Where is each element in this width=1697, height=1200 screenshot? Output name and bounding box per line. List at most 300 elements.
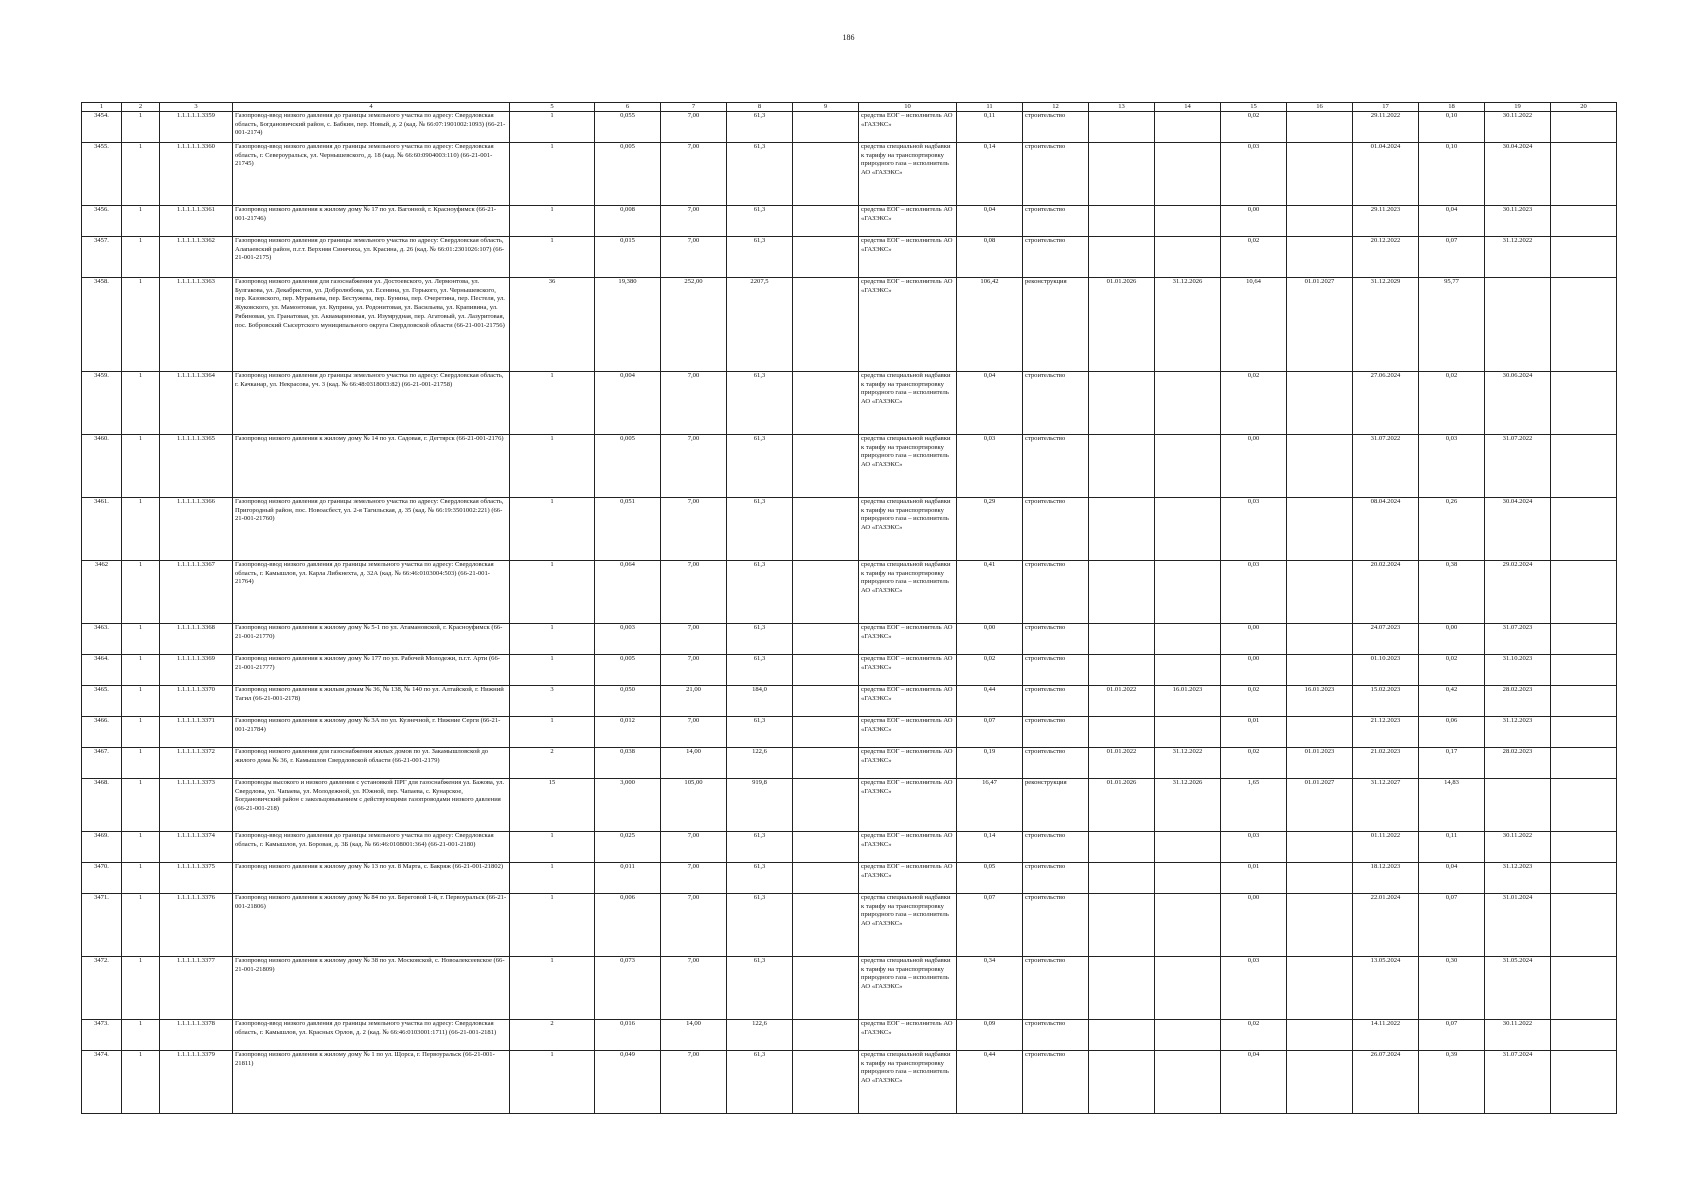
table-cell-col-12: строительство xyxy=(1023,894,1089,957)
table-row xyxy=(82,748,1617,779)
table-cell-col-13 xyxy=(1089,498,1155,561)
table-row xyxy=(82,112,1617,143)
table-cell-col-18: 0,17 xyxy=(1419,748,1485,779)
table-cell-col-13 xyxy=(1089,143,1155,206)
table-cell-col-6: 0,008 xyxy=(595,206,661,237)
table-body xyxy=(82,112,1617,1114)
table-cell-col-18: 0,10 xyxy=(1419,143,1485,206)
table-cell-col-3: 1.1.1.1.1.3371 xyxy=(160,717,233,748)
table-cell-col-12: строительство xyxy=(1023,237,1089,278)
table-cell-col-10: средства ЕОГ – исполнитель АО «ГАЗЭКС» xyxy=(859,686,957,717)
table-cell-col-14 xyxy=(1155,237,1221,278)
column-header: 7 xyxy=(661,103,727,112)
table-cell-col-4: Газопровод-ввод низкого давления до границы земельного участка по адресу: Свердловская область, г. Североуральск, ул. Чернышевского, д. 18 (кад. № 66:60:0904003:110) (66-21-001-21745) xyxy=(233,143,510,206)
table-cell-col-8: 919,8 xyxy=(727,779,793,832)
table-cell-col-17: 01.11.2022 xyxy=(1353,832,1419,863)
table-cell-col-18: 0,02 xyxy=(1419,372,1485,435)
table-cell-col-4: Газопровод низкого давления к жилому дому № 3А по ул. Кузнечной, г. Нижние Серги (66-21-001-21784) xyxy=(233,717,510,748)
table-cell-col-17: 13.05.2024 xyxy=(1353,957,1419,1020)
column-header: 20 xyxy=(1551,103,1617,112)
table-cell-col-8: 61,3 xyxy=(727,206,793,237)
table-cell-col-9 xyxy=(793,1020,859,1051)
table-cell-col-2: 1 xyxy=(122,957,160,1020)
table-cell-col-3: 1.1.1.1.1.3379 xyxy=(160,1051,233,1114)
table-cell-col-9 xyxy=(793,435,859,498)
table-cell-col-2: 1 xyxy=(122,717,160,748)
table-cell-col-10: средства специальной надбавки к тарифу на транспортировку природного газа – исполнитель АО «ГАЗЭКС» xyxy=(859,561,957,624)
column-header: 1 xyxy=(82,103,122,112)
table-cell-col-17: 31.12.2029 xyxy=(1353,278,1419,372)
table-cell-col-9 xyxy=(793,748,859,779)
table-cell-col-7: 7,00 xyxy=(661,957,727,1020)
table-cell-col-1: 3458. xyxy=(82,278,122,372)
table-cell-col-6: 0,050 xyxy=(595,686,661,717)
table-cell-col-13 xyxy=(1089,717,1155,748)
table-cell-col-8: 61,3 xyxy=(727,435,793,498)
table-cell-col-1: 3464. xyxy=(82,655,122,686)
table-cell-col-8: 61,3 xyxy=(727,143,793,206)
table-cell-col-14 xyxy=(1155,717,1221,748)
table-cell-col-16 xyxy=(1287,624,1353,655)
table-cell-col-4: Газопровод низкого давления до границы земельного участка по адресу: Свердловская область, Пригородный район, пос. Новоасбест, ул. 2-я Тагильская, д. 35 (кад. № 66:19:3501002:221) (66-21-001-21760) xyxy=(233,498,510,561)
table-cell-col-19: 30.06.2024 xyxy=(1485,372,1551,435)
table-cell-col-13 xyxy=(1089,206,1155,237)
table-cell-col-2: 1 xyxy=(122,206,160,237)
table-cell-col-13 xyxy=(1089,894,1155,957)
table-cell-col-5: 2 xyxy=(510,748,595,779)
table-cell-col-10: средства ЕОГ – исполнитель АО «ГАЗЭКС» xyxy=(859,278,957,372)
column-header: 14 xyxy=(1155,103,1221,112)
table-cell-col-11: 0,19 xyxy=(957,748,1023,779)
table-cell-col-1: 3460. xyxy=(82,435,122,498)
table-cell-col-11: 0,05 xyxy=(957,863,1023,894)
table-cell-col-18: 0,04 xyxy=(1419,863,1485,894)
table-cell-col-20 xyxy=(1551,686,1617,717)
table-cell-col-17: 01.04.2024 xyxy=(1353,143,1419,206)
table-cell-col-3: 1.1.1.1.1.3361 xyxy=(160,206,233,237)
table-cell-col-17: 01.10.2023 xyxy=(1353,655,1419,686)
table-cell-col-11: 0,29 xyxy=(957,498,1023,561)
table-cell-col-14 xyxy=(1155,206,1221,237)
table-cell-col-17: 20.02.2024 xyxy=(1353,561,1419,624)
table-cell-col-17: 29.11.2023 xyxy=(1353,206,1419,237)
table-cell-col-15: 0,02 xyxy=(1221,1020,1287,1051)
table-cell-col-1: 3470. xyxy=(82,863,122,894)
table-cell-col-13 xyxy=(1089,1020,1155,1051)
table-cell-col-13 xyxy=(1089,435,1155,498)
table-cell-col-5: 1 xyxy=(510,561,595,624)
table-cell-col-11: 0,00 xyxy=(957,624,1023,655)
column-header: 8 xyxy=(727,103,793,112)
table-cell-col-12: строительство xyxy=(1023,748,1089,779)
table-cell-col-12: строительство xyxy=(1023,624,1089,655)
table-cell-col-15: 0,03 xyxy=(1221,957,1287,1020)
table-cell-col-2: 1 xyxy=(122,237,160,278)
table-cell-col-2: 1 xyxy=(122,1051,160,1114)
table-cell-col-8: 61,3 xyxy=(727,498,793,561)
table-cell-col-16 xyxy=(1287,143,1353,206)
table-cell-col-2: 1 xyxy=(122,278,160,372)
table-cell-col-12: строительство xyxy=(1023,1020,1089,1051)
table-cell-col-5: 3 xyxy=(510,686,595,717)
table-cell-col-8: 61,3 xyxy=(727,957,793,1020)
table-cell-col-5: 1 xyxy=(510,624,595,655)
table-cell-col-8: 61,3 xyxy=(727,372,793,435)
table-cell-col-3: 1.1.1.1.1.3359 xyxy=(160,112,233,143)
table-cell-col-8: 2207,5 xyxy=(727,278,793,372)
table-cell-col-20 xyxy=(1551,624,1617,655)
table-cell-col-2: 1 xyxy=(122,624,160,655)
table-cell-col-10: средства специальной надбавки к тарифу на транспортировку природного газа – исполнитель АО «ГАЗЭКС» xyxy=(859,143,957,206)
table-cell-col-1: 3459. xyxy=(82,372,122,435)
table-cell-col-16 xyxy=(1287,655,1353,686)
table-cell-col-10: средства специальной надбавки к тарифу на транспортировку природного газа – исполнитель АО «ГАЗЭКС» xyxy=(859,498,957,561)
table-cell-col-3: 1.1.1.1.1.3375 xyxy=(160,863,233,894)
table-cell-col-18: 0,04 xyxy=(1419,206,1485,237)
table-row xyxy=(82,832,1617,863)
table-cell-col-5: 36 xyxy=(510,278,595,372)
table-cell-col-6: 0,055 xyxy=(595,112,661,143)
table-cell-col-9 xyxy=(793,143,859,206)
table-cell-col-5: 1 xyxy=(510,237,595,278)
table-cell-col-9 xyxy=(793,278,859,372)
table-cell-col-17: 14.11.2022 xyxy=(1353,1020,1419,1051)
table-cell-col-6: 0,005 xyxy=(595,655,661,686)
table-cell-col-4: Газопровод низкого давления к жилым домам № 36, № 138, № 140 по ул. Алтайской, г. Нижний Тагил (66-21-001-2178) xyxy=(233,686,510,717)
table-cell-col-6: 0,049 xyxy=(595,1051,661,1114)
table-row xyxy=(82,372,1617,435)
table-cell-col-12: строительство xyxy=(1023,206,1089,237)
table-cell-col-9 xyxy=(793,957,859,1020)
table-cell-col-12: строительство xyxy=(1023,1051,1089,1114)
table-cell-col-3: 1.1.1.1.1.3368 xyxy=(160,624,233,655)
table-cell-col-15: 0,03 xyxy=(1221,498,1287,561)
table-cell-col-4: Газопровод низкого давления для газоснабжения ул. Достоевского, ул. Лермонтова, ул. Булгакова, ул. Декабристов, ул. Добролюбова, ул. Есенина, ул. Горького, ул. Чернышевского, пер. Казовского, пер. Муравьева, пер. Бестужева, пер. Бунина, пер. Очеретина, пер. Пестеля, ул. Жуковского, ул. Мамонтовая, ул. Куприна, ул. Родонитовая, ул. Васильева, ул. Крапивина, ул. Рябиновая, ул. Гранатовая, ул. Аквамариновая, ул. Изумрудная, пер. Агатовый, ул. Лазуритовая, пос. Бобровский Сысертского муниципального округа Свердловской области (66-21-001-21756) xyxy=(233,278,510,372)
table-cell-col-18: 0,38 xyxy=(1419,561,1485,624)
table-cell-col-3: 1.1.1.1.1.3364 xyxy=(160,372,233,435)
table-cell-col-16 xyxy=(1287,1020,1353,1051)
table-cell-col-18: 0,07 xyxy=(1419,1020,1485,1051)
column-header: 19 xyxy=(1485,103,1551,112)
table-cell-col-11: 0,09 xyxy=(957,1020,1023,1051)
column-header: 17 xyxy=(1353,103,1419,112)
table-cell-col-19: 30.11.2022 xyxy=(1485,1020,1551,1051)
table-cell-col-18: 0,26 xyxy=(1419,498,1485,561)
table-row xyxy=(82,561,1617,624)
table-cell-col-4: Газопровод-ввод низкого давления до границы земельного участка по адресу: Свердловская область, г. Камышлов, ул. Красных Орлов, д. 2 (кад. № 66:46:0103001:1711) (66-21-001-2181) xyxy=(233,1020,510,1051)
table-cell-col-13 xyxy=(1089,832,1155,863)
table-cell-col-13 xyxy=(1089,957,1155,1020)
table-cell-col-1: 3463. xyxy=(82,624,122,655)
table-cell-col-12: строительство xyxy=(1023,655,1089,686)
table-cell-col-6: 0,051 xyxy=(595,498,661,561)
table-cell-col-20 xyxy=(1551,498,1617,561)
table-cell-col-8: 61,3 xyxy=(727,1051,793,1114)
table-cell-col-16: 01.01.2027 xyxy=(1287,278,1353,372)
table-cell-col-8: 61,3 xyxy=(727,655,793,686)
table-cell-col-20 xyxy=(1551,863,1617,894)
table-cell-col-19: 28.02.2023 xyxy=(1485,748,1551,779)
table-row xyxy=(82,655,1617,686)
table-cell-col-20 xyxy=(1551,1051,1617,1114)
table-cell-col-5: 1 xyxy=(510,1051,595,1114)
table-cell-col-9 xyxy=(793,717,859,748)
table-cell-col-18: 0,03 xyxy=(1419,435,1485,498)
table-cell-col-6: 0,025 xyxy=(595,832,661,863)
table-cell-col-11: 16,47 xyxy=(957,779,1023,832)
table-cell-col-11: 0,08 xyxy=(957,237,1023,278)
table-cell-col-6: 0,004 xyxy=(595,372,661,435)
table-cell-col-7: 7,00 xyxy=(661,206,727,237)
table-cell-col-14 xyxy=(1155,561,1221,624)
table-cell-col-13: 01.01.2026 xyxy=(1089,278,1155,372)
table-cell-col-11: 0,07 xyxy=(957,717,1023,748)
table-cell-col-13 xyxy=(1089,863,1155,894)
page-number: 186 xyxy=(842,33,855,42)
table-cell-col-16: 01.01.2027 xyxy=(1287,779,1353,832)
table-cell-col-14 xyxy=(1155,435,1221,498)
table-cell-col-17: 21.02.2023 xyxy=(1353,748,1419,779)
table-cell-col-5: 1 xyxy=(510,863,595,894)
table-cell-col-20 xyxy=(1551,1020,1617,1051)
column-header: 4 xyxy=(233,103,510,112)
table-cell-col-5: 1 xyxy=(510,832,595,863)
table-cell-col-15: 0,00 xyxy=(1221,206,1287,237)
table-cell-col-17: 20.12.2022 xyxy=(1353,237,1419,278)
table-cell-col-14 xyxy=(1155,894,1221,957)
table-row xyxy=(82,717,1617,748)
table-cell-col-11: 106,42 xyxy=(957,278,1023,372)
table-cell-col-1: 3471. xyxy=(82,894,122,957)
table-cell-col-20 xyxy=(1551,957,1617,1020)
table-cell-col-2: 1 xyxy=(122,655,160,686)
table-cell-col-14: 31.12.2026 xyxy=(1155,278,1221,372)
table-cell-col-8: 61,3 xyxy=(727,561,793,624)
table-cell-col-3: 1.1.1.1.1.3369 xyxy=(160,655,233,686)
table-cell-col-3: 1.1.1.1.1.3367 xyxy=(160,561,233,624)
table-cell-col-2: 1 xyxy=(122,372,160,435)
table-cell-col-2: 1 xyxy=(122,863,160,894)
table-cell-col-6: 0,011 xyxy=(595,863,661,894)
table-cell-col-7: 7,00 xyxy=(661,863,727,894)
table-cell-col-20 xyxy=(1551,779,1617,832)
table-cell-col-7: 7,00 xyxy=(661,717,727,748)
table-cell-col-7: 7,00 xyxy=(661,561,727,624)
table-cell-col-4: Газопровод низкого давления к жилому дому № 5-1 по ул. Атамановской, г. Красноуфимск (66-21-001-21770) xyxy=(233,624,510,655)
table-row xyxy=(82,143,1617,206)
table-cell-col-11: 0,02 xyxy=(957,655,1023,686)
table-cell-col-13 xyxy=(1089,655,1155,686)
table-cell-col-17: 31.12.2027 xyxy=(1353,779,1419,832)
table-cell-col-13 xyxy=(1089,1051,1155,1114)
column-header: 9 xyxy=(793,103,859,112)
table-cell-col-5: 1 xyxy=(510,498,595,561)
table-cell-col-19: 28.02.2023 xyxy=(1485,686,1551,717)
column-header: 18 xyxy=(1419,103,1485,112)
table-cell-col-6: 0,015 xyxy=(595,237,661,278)
table-cell-col-8: 61,3 xyxy=(727,624,793,655)
table-cell-col-20 xyxy=(1551,748,1617,779)
table-cell-col-4: Газопровод низкого давления к жилому дому № 17 по ул. Вагонной, г. Красноуфимск (66-21-001-21746) xyxy=(233,206,510,237)
table-cell-col-1: 3472. xyxy=(82,957,122,1020)
table-cell-col-12: реконструкция xyxy=(1023,278,1089,372)
table-cell-col-16 xyxy=(1287,863,1353,894)
table-cell-col-10: средства ЕОГ – исполнитель АО «ГАЗЭКС» xyxy=(859,655,957,686)
table-cell-col-13 xyxy=(1089,237,1155,278)
table-cell-col-3: 1.1.1.1.1.3370 xyxy=(160,686,233,717)
table-cell-col-6: 0,038 xyxy=(595,748,661,779)
table-cell-col-3: 1.1.1.1.1.3376 xyxy=(160,894,233,957)
table-cell-col-17: 15.02.2023 xyxy=(1353,686,1419,717)
table-cell-col-17: 31.07.2022 xyxy=(1353,435,1419,498)
table-cell-col-5: 15 xyxy=(510,779,595,832)
table-cell-col-3: 1.1.1.1.1.3363 xyxy=(160,278,233,372)
table-cell-col-12: строительство xyxy=(1023,957,1089,1020)
table-cell-col-15: 0,01 xyxy=(1221,717,1287,748)
table-cell-col-11: 0,11 xyxy=(957,112,1023,143)
table-cell-col-13 xyxy=(1089,112,1155,143)
table-cell-col-14 xyxy=(1155,1020,1221,1051)
column-header: 2 xyxy=(122,103,160,112)
table-cell-col-6: 3,000 xyxy=(595,779,661,832)
table-cell-col-19: 31.07.2022 xyxy=(1485,435,1551,498)
table-cell-col-16 xyxy=(1287,372,1353,435)
table-cell-col-5: 1 xyxy=(510,143,595,206)
table-cell-col-7: 7,00 xyxy=(661,112,727,143)
table-cell-col-6: 0,003 xyxy=(595,624,661,655)
table-row xyxy=(82,863,1617,894)
table-cell-col-2: 1 xyxy=(122,779,160,832)
table-cell-col-9 xyxy=(793,655,859,686)
table-cell-col-6: 0,012 xyxy=(595,717,661,748)
table-cell-col-9 xyxy=(793,561,859,624)
table-cell-col-8: 61,3 xyxy=(727,832,793,863)
table-cell-col-12: строительство xyxy=(1023,112,1089,143)
table-cell-col-18: 0,07 xyxy=(1419,894,1485,957)
table-cell-col-6: 19,380 xyxy=(595,278,661,372)
table-cell-col-5: 1 xyxy=(510,206,595,237)
table-cell-col-20 xyxy=(1551,655,1617,686)
table-cell-col-3: 1.1.1.1.1.3378 xyxy=(160,1020,233,1051)
table-cell-col-16 xyxy=(1287,1051,1353,1114)
table-cell-col-16 xyxy=(1287,717,1353,748)
table-cell-col-11: 0,04 xyxy=(957,206,1023,237)
table-cell-col-4: Газопровод низкого давления к жилому дому № 14 по ул. Садовая, г. Дегтярск (66-21-001-2176) xyxy=(233,435,510,498)
table-cell-col-7: 7,00 xyxy=(661,237,727,278)
table-cell-col-17: 22.01.2024 xyxy=(1353,894,1419,957)
table-cell-col-19: 29.02.2024 xyxy=(1485,561,1551,624)
table-cell-col-11: 0,04 xyxy=(957,372,1023,435)
table-cell-col-20 xyxy=(1551,278,1617,372)
table-cell-col-4: Газопровод низкого давления к жилому дому № 38 по ул. Московской, с. Новоалексеевское (66-21-001-21809) xyxy=(233,957,510,1020)
table-cell-col-12: реконструкция xyxy=(1023,779,1089,832)
table-cell-col-4: Газопровод низкого давления до границы земельного участка по адресу: Свердловская область, г. Качканар, ул. Некрасова, уч. 3 (кад. № 66:48:0318003:82) (66-21-001-21758) xyxy=(233,372,510,435)
table-cell-col-12: строительство xyxy=(1023,686,1089,717)
table-cell-col-1: 3456. xyxy=(82,206,122,237)
table-cell-col-20 xyxy=(1551,435,1617,498)
table-cell-col-11: 0,14 xyxy=(957,143,1023,206)
table-cell-col-8: 122,6 xyxy=(727,1020,793,1051)
table-cell-col-15: 10,64 xyxy=(1221,278,1287,372)
table-cell-col-5: 1 xyxy=(510,717,595,748)
table-cell-col-7: 7,00 xyxy=(661,435,727,498)
table-row xyxy=(82,498,1617,561)
table-cell-col-8: 61,3 xyxy=(727,717,793,748)
table-cell-col-4: Газопроводы высокого и низкого давления с установкой ПРГ для газоснабжения ул. Бажова, ул. Свердлова, ул. Чапаева, ул. Молодежной, ул. Южной, пер. Чапаева, с. Кунарское, Богдановичский район с закольцовыванием с действующими газопроводами низкого давления (66-21-001-218) xyxy=(233,779,510,832)
table-cell-col-7: 14,00 xyxy=(661,1020,727,1051)
table-cell-col-9 xyxy=(793,863,859,894)
column-header: 5 xyxy=(510,103,595,112)
table-cell-col-5: 2 xyxy=(510,1020,595,1051)
table-cell-col-4: Газопровод низкого давления к жилому дому № 84 по ул. Береговой 1-й, г. Первоуральск (66-21-001-21806) xyxy=(233,894,510,957)
table-cell-col-16 xyxy=(1287,498,1353,561)
table-cell-col-10: средства специальной надбавки к тарифу на транспортировку природного газа – исполнитель АО «ГАЗЭКС» xyxy=(859,372,957,435)
table-cell-col-2: 1 xyxy=(122,435,160,498)
table-cell-col-6: 0,073 xyxy=(595,957,661,1020)
table-cell-col-7: 7,00 xyxy=(661,372,727,435)
table-cell-col-4: Газопровод низкого давления к жилому дому № 1 по ул. Щорса, г. Первоуральск (66-21-001-21811) xyxy=(233,1051,510,1114)
column-header: 3 xyxy=(160,103,233,112)
table-cell-col-4: Газопровод низкого давления к жилому дому № 177 по ул. Рабочей Молодежи, п.г.т. Арти (66-21-001-21777) xyxy=(233,655,510,686)
table-cell-col-20 xyxy=(1551,206,1617,237)
table-cell-col-10: средства ЕОГ – исполнитель АО «ГАЗЭКС» xyxy=(859,863,957,894)
data-table xyxy=(81,102,1617,1114)
column-header-row xyxy=(82,103,1617,112)
table-cell-col-3: 1.1.1.1.1.3373 xyxy=(160,779,233,832)
table-cell-col-18: 0,00 xyxy=(1419,624,1485,655)
table-cell-col-16 xyxy=(1287,957,1353,1020)
table-cell-col-12: строительство xyxy=(1023,372,1089,435)
table-cell-col-2: 1 xyxy=(122,1020,160,1051)
table-row xyxy=(82,278,1617,372)
table-cell-col-20 xyxy=(1551,832,1617,863)
table-cell-col-3: 1.1.1.1.1.3372 xyxy=(160,748,233,779)
table-cell-col-7: 7,00 xyxy=(661,1051,727,1114)
table-row xyxy=(82,624,1617,655)
table-cell-col-8: 61,3 xyxy=(727,863,793,894)
table-cell-col-19 xyxy=(1485,278,1551,372)
table-cell-col-9 xyxy=(793,237,859,278)
table-cell-col-15: 0,02 xyxy=(1221,112,1287,143)
table-cell-col-9 xyxy=(793,1051,859,1114)
table-cell-col-12: строительство xyxy=(1023,832,1089,863)
table-cell-col-1: 3467. xyxy=(82,748,122,779)
table-cell-col-16 xyxy=(1287,112,1353,143)
table-cell-col-12: строительство xyxy=(1023,717,1089,748)
table-cell-col-14 xyxy=(1155,655,1221,686)
table-cell-col-19: 31.07.2024 xyxy=(1485,1051,1551,1114)
table-row xyxy=(82,237,1617,278)
table-cell-col-15: 0,00 xyxy=(1221,894,1287,957)
table-cell-col-4: Газопровод-ввод низкого давления до границы земельного участка по адресу: Свердловская область, Богдановичский район, с. Бабкин, пер. Новый, д. 2 (кад. № 66:07:1901002:1093) (66-21-001-2174) xyxy=(233,112,510,143)
table-cell-col-8: 184,0 xyxy=(727,686,793,717)
table-cell-col-10: средства ЕОГ – исполнитель АО «ГАЗЭКС» xyxy=(859,112,957,143)
table-cell-col-3: 1.1.1.1.1.3374 xyxy=(160,832,233,863)
table-cell-col-6: 0,005 xyxy=(595,143,661,206)
table-cell-col-15: 0,00 xyxy=(1221,655,1287,686)
table-cell-col-16 xyxy=(1287,435,1353,498)
table-cell-col-19: 31.05.2024 xyxy=(1485,957,1551,1020)
table-cell-col-15: 0,03 xyxy=(1221,561,1287,624)
column-header: 11 xyxy=(957,103,1023,112)
table-cell-col-7: 7,00 xyxy=(661,143,727,206)
column-header: 13 xyxy=(1089,103,1155,112)
table-cell-col-19: 30.04.2024 xyxy=(1485,143,1551,206)
table-cell-col-10: средства ЕОГ – исполнитель АО «ГАЗЭКС» xyxy=(859,717,957,748)
table-cell-col-15: 0,01 xyxy=(1221,863,1287,894)
column-header: 10 xyxy=(859,103,957,112)
table-cell-col-3: 1.1.1.1.1.3366 xyxy=(160,498,233,561)
